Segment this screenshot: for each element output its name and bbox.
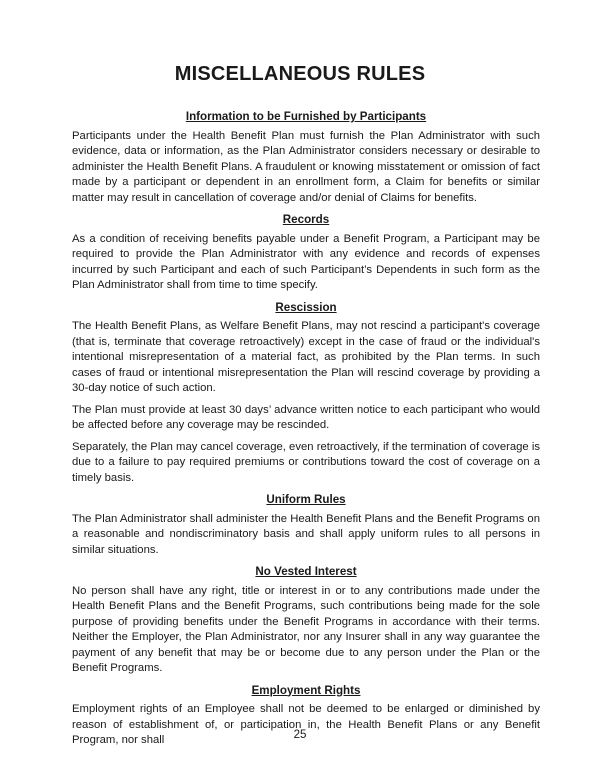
section-paragraph: The Plan Administrator shall administer the Health Benefit Plans and the Benefit Programs on a reasonable and nondiscriminatory basis and shall apply uniform rules to all persons in similar situations. bbox=[72, 512, 540, 556]
section-information-furnished bbox=[72, 109, 540, 206]
section-heading: Information to be Furnished by Participants bbox=[185, 110, 427, 123]
section-paragraph: The Plan must provide at least 30 days’ advance written notice to each participant who would be affected before any coverage may be rescinded. bbox=[72, 403, 540, 431]
section-paragraph: As a condition of receiving benefits payable under a Benefit Program, a Participant may be required to provide the Plan Administrator with any evidence and records of expenses incurred by such Participant and each of such Participant’s Dependents in such form as the Plan Administrator shall from time to time specify. bbox=[72, 232, 540, 291]
section-heading: No Vested Interest bbox=[255, 565, 357, 578]
section-paragraph: Separately, the Plan may cancel coverage, even retroactively, if the termination of coverage is due to a failure to pay required premiums or contributions toward the cost of coverage on a timely basis. bbox=[72, 440, 541, 484]
section-heading: Records bbox=[282, 213, 330, 226]
page-title: MISCELLANEOUS RULES bbox=[174, 63, 426, 85]
page-number: 25 bbox=[293, 729, 307, 741]
section-no-vested-interest bbox=[72, 564, 540, 677]
section-heading: Rescission bbox=[275, 300, 337, 314]
section-paragraph: No person shall have any right, title or interest in or to any contributions made under the Health Benefit Plans and the Benefit Programs, such contributions being made for the sole purpose of providing benefits under the Benefit Programs in accordance with their terms. Neither the Employer, the Plan Administrator, nor any Insurer shall in any way guarantee the payment of any benefit that may be or become due to any person under the Plan or the Benefit Programs. bbox=[72, 584, 540, 674]
section-records bbox=[72, 212, 540, 294]
section-paragraph: Participants under the Health Benefit Plan must furnish the Plan Administrator with such evidence, data or information, as the Plan Administrator considers necessary or desirable to administer the Health Benefit Plans. A fraudulent or knowing misstatement or omission of fact made by a participant or dependent in an enrollment form, a Claim for benefits or similar matter may result in cancellation of coverage and/or denial of Claims for benefits. bbox=[72, 129, 540, 204]
section-paragraph: Employment rights of an Employee shall not be deemed to be enlarged or diminished by reason of establishment of, or participation in, the Health Benefit Plans or any Benefit Program, nor shall bbox=[72, 703, 540, 746]
section-rescission bbox=[72, 300, 540, 487]
document-body bbox=[72, 109, 540, 755]
section-paragraph: The Health Benefit Plans, as Welfare Benefit Plans, may not rescind a participant's coverage (that is, terminate that coverage retroactively) except in the case of fraud or the individual's intentional misrepresentation of a material fact, as prohibited by the Plan terms. In such cases of fraud or intentional misrepresentation the Plan will rescind coverage by providing a 30-day notice of such action. bbox=[72, 320, 540, 394]
section-heading: Uniform Rules bbox=[266, 493, 346, 506]
section-heading: Employment Rights bbox=[251, 683, 361, 697]
section-uniform-rules bbox=[72, 492, 540, 558]
